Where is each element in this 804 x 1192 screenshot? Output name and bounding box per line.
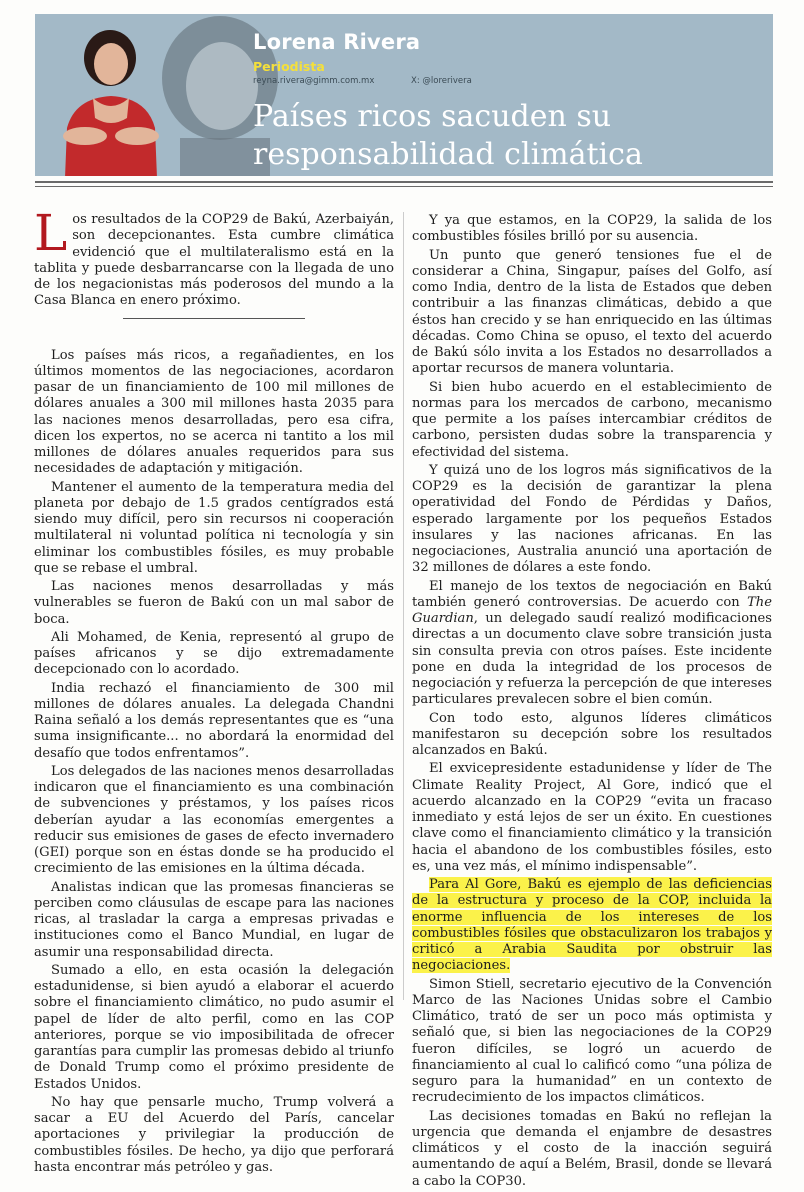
paragraph: No hay que pensarle mucho, Trump volverá a sacar a EU del Acuerdo del París, cancelar aportaciones y privilegiar la producción de combustibles fósiles. De hecho, ya dijo que perforará hasta encontrar más petróleo y gas. (34, 1094, 394, 1175)
highlight-text: Para Al Gore, Bakú es ejemplo de las deficiencias de la estructura y proceso de la COP, incluida la enorme influencia de los intereses de los combustibles fósiles que obstaculizaron los trabajos y criticó a Arabia Saudita por obstruir las negociaciones. (412, 877, 772, 974)
article-column-left (34, 204, 394, 1178)
author-email: reyna.rivera@gimm.com.mx (253, 76, 375, 86)
paragraph: Con todo esto, algunos líderes climáticos manifestaron su decepción sobre los resultados alcanzados en Bakú. (412, 710, 772, 758)
paragraph: Y ya que estamos, en la COP29, la salida de los combustibles fósiles brilló por su ausencia. (412, 213, 772, 245)
guardian-text-pre: El manejo de los textos de negociación en Bakú también generó controversias. De acuerdo con (412, 578, 772, 610)
article-column-right (412, 213, 772, 1192)
paragraph: Las naciones menos desarrolladas y más vulnerables se fueron de Bakú con un mal sabor de boca. (34, 579, 394, 627)
lede-text: os resultados de la COP29 de Bakú, Azerbaiyán, son decepcionantes. Esta cumbre climática evidenció que el multilateralismo está en la tablita y puede desbarrancarse con la llegada de uno de los negacionistas más poderosos del mundo a la Casa Blanca en enero próximo. (34, 212, 394, 309)
paragraph: Los delegados de las naciones menos desarrolladas indicaron que el financiamiento es una combinación de subvenciones y préstamos, y los países ricos deberían ayudar a las economías emergentes a reducir sus emisiones de gases de efecto invernadero (GEI) porque son en éstas donde se ha producido el crecimiento de las emisiones en la última década. (34, 763, 394, 877)
paragraph: Los países más ricos, a regañadientes, en los últimos momentos de las negociaciones, acordaron pasar de un financiamiento de 100 mil millones de dólares anuales a 300 mil millones hasta 2035 para las naciones menos desarrolladas, pero esa cifra, dicen los expertos, no se acerca ni tantito a los mil millones de dólares anuales requeridos para sus necesidades de adaptación y mitigación. (34, 347, 394, 477)
paragraph: Analistas indican que las promesas financieras se perciben como cláusulas de escape para las naciones ricas, al trasladar la carga a empresas privadas e instituciones como el Banco Mundial, en lugar de asumir una responsabilidad directa. (34, 879, 394, 960)
lede-separator (123, 318, 305, 319)
paragraph: Sumado a ello, en esta ocasión la delegación estadunidense, si bien ayudó a elaborar el acuerdo sobre el financiamiento climático, no pudo asumir el papel de líder de alto perfil, como en las COP anteriores, porque se vio imposibilitada de ofrecer garantías para cumplir las promesas debido al triunfo de Donald Trump como el próximo presidente de Estados Unidos. (34, 962, 394, 1092)
paragraph: Simon Stiell, secretario ejecutivo de la Convención Marco de las Naciones Unidas sobre el Cambio Climático, trató de ser un poco más optimista y señaló que, si bien las negociaciones de la COP29 fueron difíciles, se logró un acuerdo de financiamiento al cual lo calificó como “una póliza de seguro para la humanidad” en un contexto de recrudecimiento de los impactos climáticos. (412, 976, 772, 1106)
dropcap: L (34, 204, 68, 262)
paragraph: Las decisiones tomadas en Bakú no reflejan la urgencia que demanda el enjambre de desastres climáticos y el costo de la inacción seguirá aumentando de aquí a Belém, Brasil, donde se llevará a cabo la COP30. (412, 1108, 772, 1189)
author-x-handle: X: @lorerivera (411, 76, 472, 86)
header-rule-top (35, 181, 773, 183)
page-title: Países ricos sacuden su responsabilidad climática (253, 99, 643, 172)
author-name: Lorena Rivera (253, 30, 421, 54)
paragraph: El exvicepresidente estadunidense y líder de The Climate Reality Project, Al Gore, indicó que el acuerdo alcanzado en la COP29 “evita un fracaso inmediato y está lejos de ser un éxito. En cuestiones clave como el financiamiento climático y la transición hacia el abandono de los combustibles fósiles, esto es, una vez más, el mínimo indispensable”. (412, 761, 772, 874)
header-rule-bottom (35, 186, 773, 187)
paragraph: Si bien hubo acuerdo en el establecimiento de normas para los mercados de carbono, mecanismo que permite a los países intercambiar créditos de carbono, persisten dudas sobre la transparencia y efectividad del sistema. (412, 379, 772, 460)
author-photo (35, 18, 185, 176)
column-header (35, 14, 773, 176)
highlighted-paragraph (412, 877, 772, 975)
paragraph: Mantener el aumento de la temperatura media del planeta por debajo de 1.5 grados centígrados está siendo muy difícil, pero sin recursos ni cooperación multilateral ni voluntad política ni tecnología y sin eliminar los combustibles fósiles, es muy probable que se rebase el umbral. (34, 479, 394, 576)
author-role: Periodista (253, 59, 325, 74)
paragraph: Y quizá uno de los logros más significativos de la COP29 es la decisión de garantizar la plena operatividad del Fondo de Pérdidas y Daños, esperado largamente por los pequeños Estados insulares y las naciones africanas. En las negociaciones, Australia anunció una aportación de 32 millones de dólares a este fondo. (412, 462, 772, 576)
column-divider (403, 212, 404, 1000)
publication-name: The Guardian (412, 594, 772, 626)
paragraph: Un punto que generó tensiones fue el de considerar a China, Singapur, países del Golfo, así como India, dentro de la lista de Estados que deben contribuir a las finanzas climáticas, debido a que éstos han crecido y se han enriquecido en las últimas décadas. Como China se opuso, el texto del acuerdo de Bakú sólo invita a los Estados no desarrollados a aportar recursos de manera voluntaria. (412, 247, 772, 377)
guardian-text-post: , un delegado saudí realizó modificaciones directas a un documento clave sobre transición justa sin consulta previa con otros países. Este incidente pone en duda la integridad de los procesos de negociación y refuerza la percepción de que intereses particulares prevalecen sobre el bien común. (412, 611, 772, 708)
paragraph-guardian (412, 579, 772, 709)
paragraph: Ali Mohamed, de Kenia, representó al grupo de países africanos y se dijo extremadamente decepcionado con lo acordado. (34, 629, 394, 678)
lede-paragraph (34, 204, 394, 310)
paragraph: India rechazó el financiamiento de 300 mil millones de dólares anuales. La delegada Chandni Raina señaló a los demás representantes que es “una suma insignificante... no abordará la enormidad del desafío que todos enfrentamos”. (34, 680, 394, 761)
